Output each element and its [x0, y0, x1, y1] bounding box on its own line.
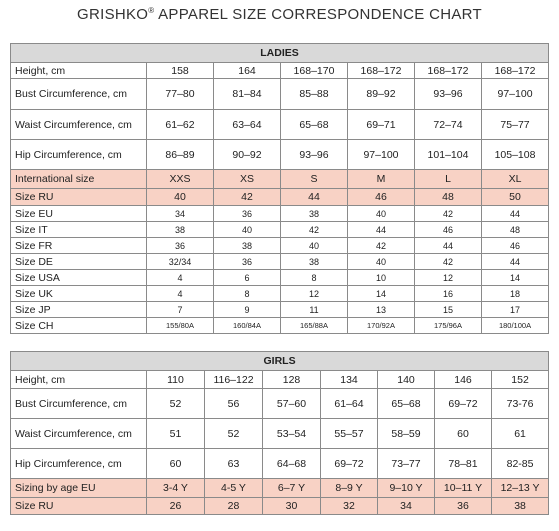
table-cell: 4-5 Y: [205, 479, 263, 498]
row-label: Bust Circumference, cm: [11, 79, 147, 110]
table-cell: 36: [435, 498, 492, 515]
table-row: [11, 286, 549, 302]
title-text: APPAREL SIZE CORRESPONDENCE CHART: [154, 6, 482, 23]
table-cell: 8: [214, 286, 281, 302]
row-label: Size USA: [11, 270, 147, 286]
table-cell: 97–100: [348, 140, 415, 170]
table-cell: 12: [415, 270, 482, 286]
table-cell: 44: [415, 238, 482, 254]
table-cell: S: [281, 170, 348, 189]
table-cell: 40: [214, 222, 281, 238]
table-row: [11, 449, 549, 479]
table-cell: 38: [281, 206, 348, 222]
table-row: [11, 110, 549, 140]
table-cell: 44: [348, 222, 415, 238]
table-cell: 48: [482, 222, 549, 238]
table-cell: 128: [263, 371, 321, 389]
table-cell: 60: [435, 419, 492, 449]
table-cell: L: [415, 170, 482, 189]
table-cell: 44: [482, 254, 549, 270]
table-cell: 42: [415, 254, 482, 270]
table-cell: 86–89: [147, 140, 214, 170]
table-cell: 85–88: [281, 79, 348, 110]
table-cell: 9–10 Y: [378, 479, 435, 498]
table-row: [11, 140, 549, 170]
table-cell: 38: [147, 222, 214, 238]
table-cell: 89–92: [348, 79, 415, 110]
table-cell: 158: [147, 63, 214, 79]
row-label: Height, cm: [11, 371, 147, 389]
table-cell: 51: [147, 419, 205, 449]
table-cell: 14: [482, 270, 549, 286]
table-cell: 13: [348, 302, 415, 318]
ladies-section-header: LADIES: [11, 44, 549, 63]
table-cell: 170/92A: [348, 318, 415, 334]
table-cell: XXS: [147, 170, 214, 189]
table-row: [11, 318, 549, 334]
row-label: International size: [11, 170, 147, 189]
table-cell: 82-85: [492, 449, 549, 479]
title-brand: GRISHKO: [77, 6, 149, 23]
row-label: Size CH: [11, 318, 147, 334]
table-cell: 34: [147, 206, 214, 222]
table-cell: M: [348, 170, 415, 189]
table-cell: 72–74: [415, 110, 482, 140]
table-cell: 69–71: [348, 110, 415, 140]
table-cell: 64–68: [263, 449, 321, 479]
row-label: Size JP: [11, 302, 147, 318]
table-cell: 73-76: [492, 389, 549, 419]
table-cell: 30: [263, 498, 321, 515]
table-cell: 44: [281, 189, 348, 206]
table-cell: 168–172: [482, 63, 549, 79]
table-cell: 90–92: [214, 140, 281, 170]
table-cell: 34: [378, 498, 435, 515]
table-cell: 12: [281, 286, 348, 302]
table-row: [11, 222, 549, 238]
table-cell: 6: [214, 270, 281, 286]
table-row: [11, 371, 549, 389]
row-label: Size EU: [11, 206, 147, 222]
table-cell: 93–96: [281, 140, 348, 170]
table-row: [11, 302, 549, 318]
table-cell: 57–60: [263, 389, 321, 419]
table-row: [11, 389, 549, 419]
table-cell: 10: [348, 270, 415, 286]
table-cell: 134: [321, 371, 378, 389]
chart-title: [0, 6, 559, 23]
table-cell: 28: [205, 498, 263, 515]
table-cell: 32: [321, 498, 378, 515]
table-row: [11, 270, 549, 286]
table-cell: 44: [482, 206, 549, 222]
table-cell: 38: [492, 498, 549, 515]
table-cell: 78–81: [435, 449, 492, 479]
row-label: Size FR: [11, 238, 147, 254]
table-cell: 65–68: [378, 389, 435, 419]
table-cell: 14: [348, 286, 415, 302]
table-cell: 60: [147, 449, 205, 479]
table-cell: 46: [348, 189, 415, 206]
table-cell: 38: [214, 238, 281, 254]
table-cell: 15: [415, 302, 482, 318]
table-cell: 165/88A: [281, 318, 348, 334]
table-cell: 61–64: [321, 389, 378, 419]
girls-section-header: GIRLS: [11, 352, 549, 371]
table-cell: 4: [147, 270, 214, 286]
table-cell: 8: [281, 270, 348, 286]
table-cell: 69–72: [435, 389, 492, 419]
table-row: [11, 79, 549, 110]
table-cell: 8–9 Y: [321, 479, 378, 498]
table-cell: 58–59: [378, 419, 435, 449]
table-cell: 140: [378, 371, 435, 389]
table-cell: 18: [482, 286, 549, 302]
row-label: Waist Circumference, cm: [11, 110, 147, 140]
table-cell: 42: [348, 238, 415, 254]
table-cell: 81–84: [214, 79, 281, 110]
table-cell: 75–77: [482, 110, 549, 140]
row-label: Hip Circumference, cm: [11, 140, 147, 170]
table-row: [11, 170, 549, 189]
table-row: [11, 254, 549, 270]
table-cell: 42: [214, 189, 281, 206]
table-cell: 56: [205, 389, 263, 419]
table-row: [11, 206, 549, 222]
row-label: Size UK: [11, 286, 147, 302]
row-label: Size IT: [11, 222, 147, 238]
table-cell: 52: [205, 419, 263, 449]
table-cell: 32/34: [147, 254, 214, 270]
table-cell: 52: [147, 389, 205, 419]
table-row: [11, 498, 549, 515]
table-row: [11, 479, 549, 498]
table-cell: 61: [492, 419, 549, 449]
table-cell: 63–64: [214, 110, 281, 140]
table-cell: 17: [482, 302, 549, 318]
table-cell: 63: [205, 449, 263, 479]
table-cell: 168–172: [348, 63, 415, 79]
table-cell: 46: [415, 222, 482, 238]
table-cell: 101–104: [415, 140, 482, 170]
table-cell: 65–68: [281, 110, 348, 140]
table-row: [11, 238, 549, 254]
table-cell: 168–172: [415, 63, 482, 79]
table-cell: 180/100A: [482, 318, 549, 334]
table-cell: 116–122: [205, 371, 263, 389]
table-cell: 3-4 Y: [147, 479, 205, 498]
table-row: [11, 189, 549, 206]
table-cell: 61–62: [147, 110, 214, 140]
table-cell: 69–72: [321, 449, 378, 479]
table-cell: 36: [214, 206, 281, 222]
row-label: Size RU: [11, 498, 147, 515]
table-cell: 50: [482, 189, 549, 206]
table-cell: 9: [214, 302, 281, 318]
table-cell: 48: [415, 189, 482, 206]
row-label: Sizing by age EU: [11, 479, 147, 498]
row-label: Hip Circumference, cm: [11, 449, 147, 479]
table-cell: 26: [147, 498, 205, 515]
table-cell: 40: [281, 238, 348, 254]
table-row: [11, 63, 549, 79]
table-cell: 152: [492, 371, 549, 389]
girls-size-table: [10, 351, 549, 515]
row-label: Size RU: [11, 189, 147, 206]
table-cell: 155/80A: [147, 318, 214, 334]
table-cell: 7: [147, 302, 214, 318]
row-label: Size DE: [11, 254, 147, 270]
table-cell: 36: [214, 254, 281, 270]
ladies-size-table: [10, 43, 549, 334]
table-cell: 110: [147, 371, 205, 389]
table-cell: 12–13 Y: [492, 479, 549, 498]
table-cell: 175/96A: [415, 318, 482, 334]
row-label: Bust Circumference, cm: [11, 389, 147, 419]
table-cell: 16: [415, 286, 482, 302]
table-cell: 97–100: [482, 79, 549, 110]
table-cell: 40: [348, 254, 415, 270]
table-cell: 42: [281, 222, 348, 238]
table-cell: 168–170: [281, 63, 348, 79]
table-cell: 36: [147, 238, 214, 254]
table-cell: 10–11 Y: [435, 479, 492, 498]
table-cell: 146: [435, 371, 492, 389]
table-cell: 53–54: [263, 419, 321, 449]
table-cell: 77–80: [147, 79, 214, 110]
table-row: [11, 419, 549, 449]
table-cell: 4: [147, 286, 214, 302]
table-cell: 73–77: [378, 449, 435, 479]
table-cell: 164: [214, 63, 281, 79]
registered-mark: ®: [148, 6, 155, 15]
table-cell: 40: [147, 189, 214, 206]
table-cell: 46: [482, 238, 549, 254]
table-cell: 38: [281, 254, 348, 270]
table-cell: 11: [281, 302, 348, 318]
row-label: Waist Circumference, cm: [11, 419, 147, 449]
table-cell: 160/84A: [214, 318, 281, 334]
table-cell: 42: [415, 206, 482, 222]
row-label: Height, cm: [11, 63, 147, 79]
table-cell: XL: [482, 170, 549, 189]
table-cell: 105–108: [482, 140, 549, 170]
table-cell: 93–96: [415, 79, 482, 110]
table-cell: 40: [348, 206, 415, 222]
table-cell: 6–7 Y: [263, 479, 321, 498]
table-cell: XS: [214, 170, 281, 189]
table-cell: 55–57: [321, 419, 378, 449]
